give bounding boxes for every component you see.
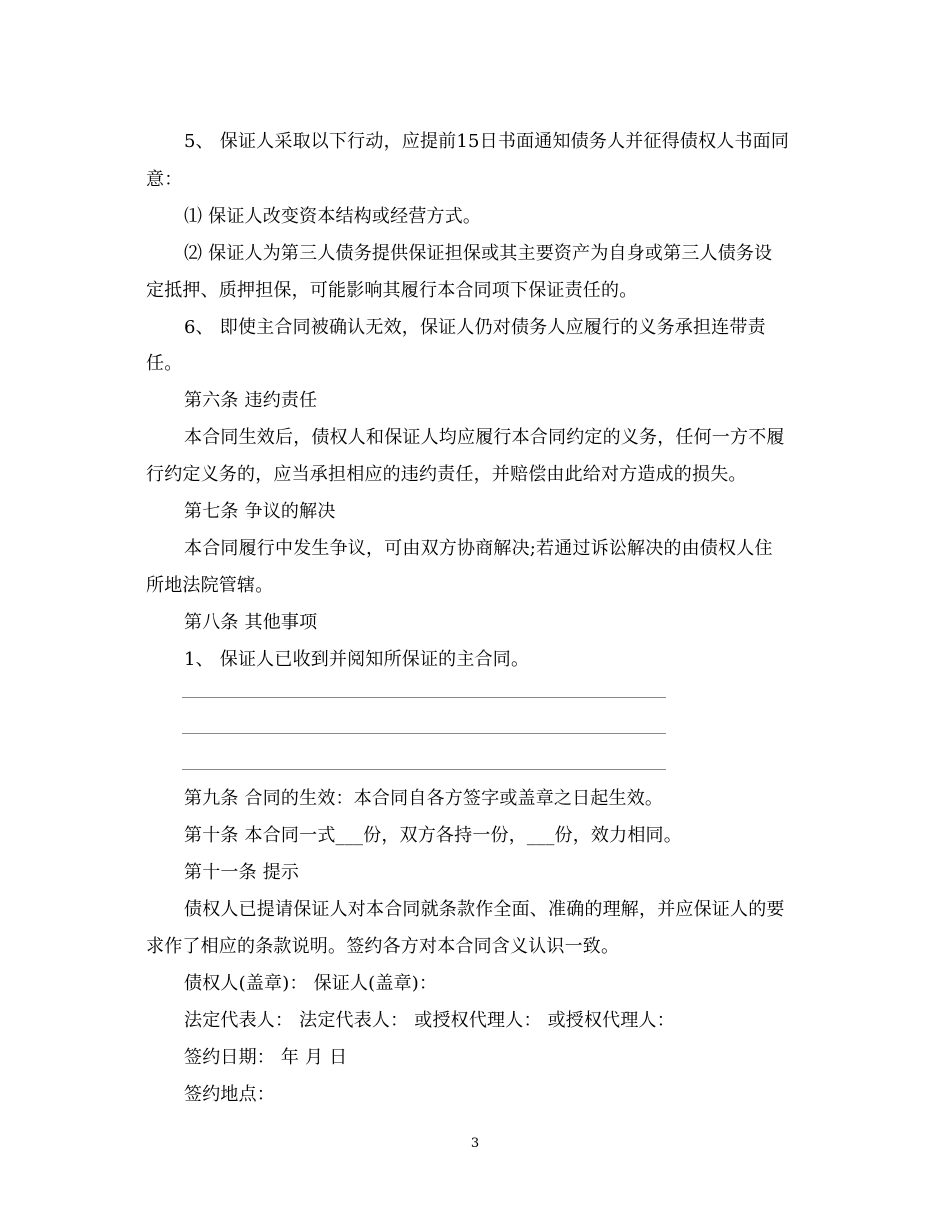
signature-place: 签约地点： [184,1084,275,1105]
article-8-heading: 第八条 其他事项 [184,612,318,633]
article-6-heading: 第六条 违约责任 [184,390,318,411]
signature-representatives: 法定代表人： 法定代表人： 或授权代理人： 或授权代理人： [184,1010,675,1031]
clause-5-item-2-line-1: ⑵ 保证人为第三人债务提供保证担保或其主要资产为自身或第三人债务设 [184,243,773,264]
article-11-body-line-2: 求作了相应的条款说明。签约各方对本合同含义认识一致。 [146,936,620,957]
signature-date: 签约日期： 年 月 日 [184,1047,348,1068]
clause-6-line-1: 6、 即使主合同被确认无效，保证人仍对债务人应履行的义务承担连带责 [184,317,766,338]
clause-6-line-2: 任。 [146,353,183,374]
blank-line-3 [182,769,666,770]
blank-line-1 [182,697,666,698]
article-7-heading: 第七条 争议的解决 [184,501,336,522]
article-11-body-line-1: 债权人已提请保证人对本合同就条款作全面、准确的理解，并应保证人的要 [184,899,785,920]
article-10: 第十条 本合同一式___份，双方各持一份，___份，效力相同。 [184,825,682,846]
clause-5-line-2: 意： [146,169,183,190]
article-6-body-line-2: 行约定义务的，应当承担相应的违约责任，并赔偿由此给对方造成的损失。 [146,464,747,485]
blank-line-2 [182,733,666,734]
article-7-body-line-2: 所地法院管辖。 [146,575,274,596]
clause-5-line-1: 5、 保证人采取以下行动，应提前15日书面通知债务人并征得债权人书面同 [184,131,790,152]
article-6-body-line-1: 本合同生效后，债权人和保证人均应履行本合同约定的义务，任何一方不履 [184,427,785,448]
article-7-body-line-1: 本合同履行中发生争议，可由双方协商解决;若通过诉讼解决的由债权人住 [184,538,773,559]
article-8-item-1: 1、 保证人已收到并阅知所保证的主合同。 [184,649,530,670]
article-9: 第九条 合同的生效：本合同自各方签字或盖章之日起生效。 [184,788,664,809]
page-number: 3 [470,1136,480,1151]
clause-5-item-1: ⑴ 保证人改变资本结构或经营方式。 [184,206,482,227]
signature-seals: 债权人(盖章)： 保证人(盖章)： [184,973,438,994]
article-11-heading: 第十一条 提示 [184,862,300,883]
clause-5-item-2-line-2: 定抵押、质押担保，可能影响其履行本合同项下保证责任的。 [146,280,638,301]
